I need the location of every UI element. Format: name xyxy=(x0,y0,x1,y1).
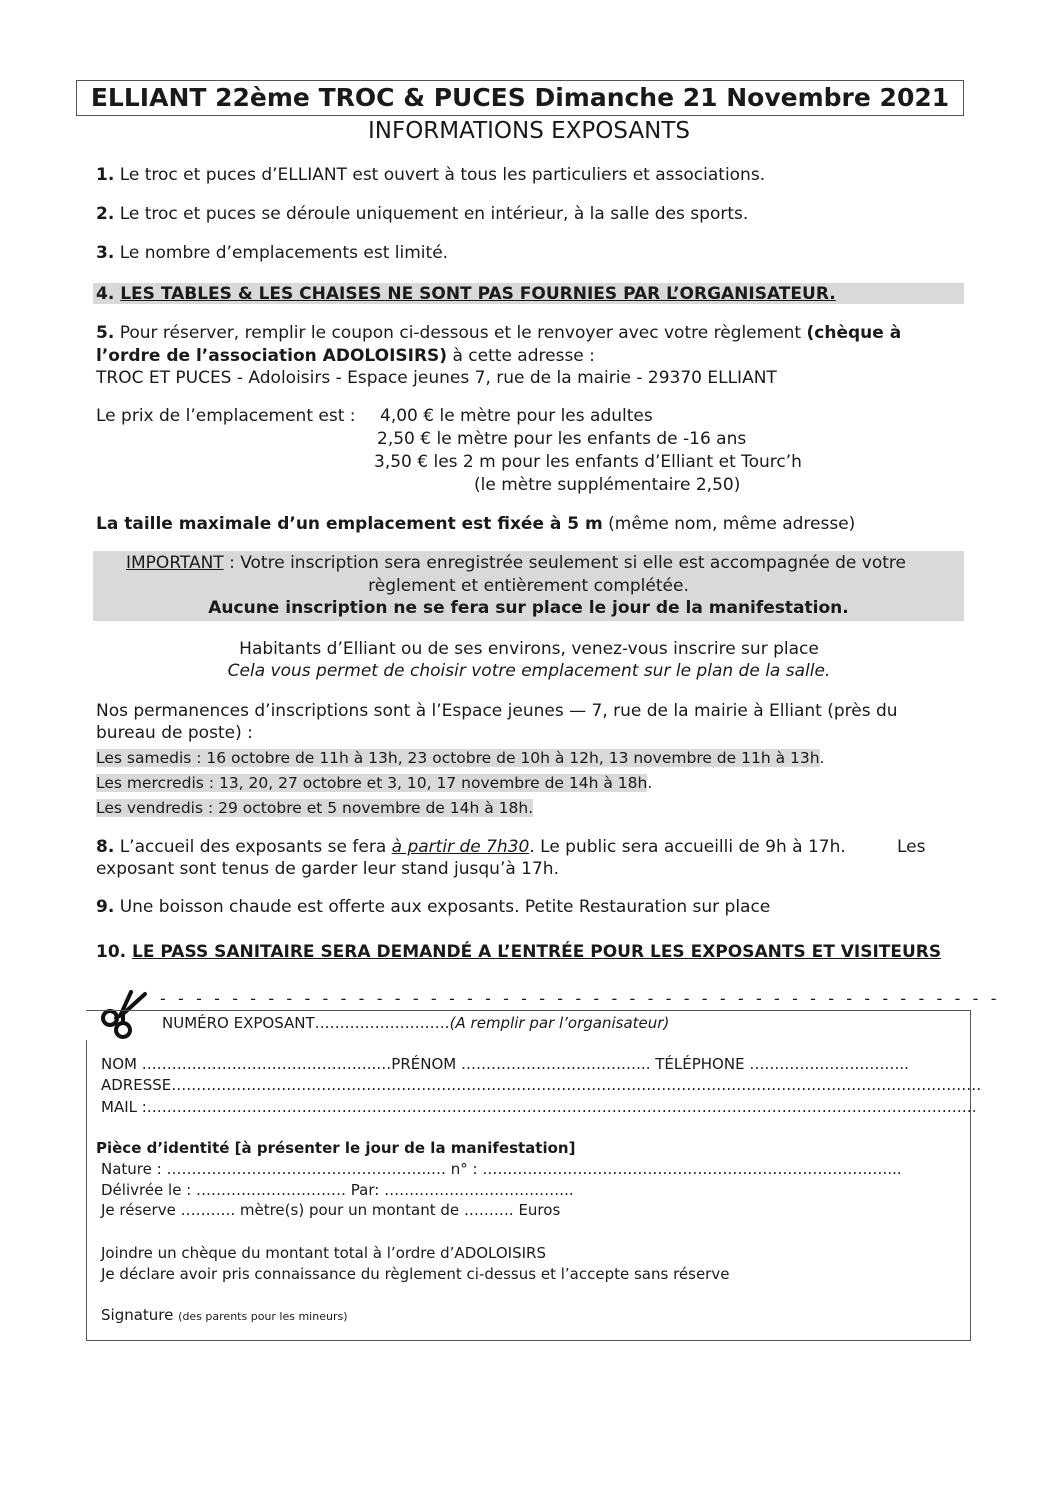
item-text-bold: (chèque à xyxy=(806,323,902,343)
schedule-mercredis: Les mercredis : 13, 20, 27 octobre et 3, 10, 17 novembre de 14h à 18h. xyxy=(96,774,653,792)
numero-note: (A remplir par l’organisateur) xyxy=(449,1014,670,1032)
item-text: LES TABLES & LES CHAISES NE SONT PAS FOURNIES PAR L’ORGANISATEUR. xyxy=(120,284,836,304)
coupon-box-edge xyxy=(86,1040,87,1341)
important-line-2: règlement et entièrement complétée. xyxy=(368,576,689,596)
piece-identite-title: Pièce d’identité [à présenter le jour de la manifestation] xyxy=(96,1139,576,1157)
price-line: (le mètre supplémentaire 2,50) xyxy=(474,475,741,495)
important-line-3: Aucune inscription ne se fera sur place le jour de la manifestation. xyxy=(208,598,849,618)
item-text: Le troc et puces d’ELLIANT est ouvert à tous les particuliers et associations. xyxy=(119,165,766,185)
declare-text: Je déclare avoir pris connaissance du règlement ci-dessus et l’accepte sans réserve xyxy=(101,1265,730,1283)
price-line: 3,50 € les 2 m pour les enfants d’Elliant et Tourc’h xyxy=(374,452,802,472)
schedule-vendredis xyxy=(96,797,533,819)
schedule-text: Les vendredis : 29 octobre et 5 novembre de 14h à 18h. xyxy=(96,799,534,817)
item-text: à cette adresse : xyxy=(452,346,595,366)
item-text: Pour réserver, remplir le coupon ci-dessous et le renvoyer avec votre règlement xyxy=(119,323,802,343)
item-number: 1. xyxy=(96,165,115,185)
numero-label: NUMÉRO EXPOSANT……………………… xyxy=(162,1014,450,1032)
item-10 xyxy=(96,941,941,963)
page-subtitle: INFORMATIONS EXPOSANTS xyxy=(367,118,691,144)
item-5-line-1 xyxy=(96,322,901,344)
item-text: Le nombre d’emplacements est limité. xyxy=(119,243,449,263)
item-9 xyxy=(96,896,770,918)
field-delivree[interactable]: Délivrée le : ………………………… Par: ……………………………….. xyxy=(101,1181,574,1199)
permanences-line-2: bureau de poste) : xyxy=(96,723,253,743)
item-2 xyxy=(96,203,748,225)
price-line: 4,00 € le mètre pour les adultes xyxy=(380,406,653,426)
item-text-bold: l’ordre de l’association ADOLOISIRS) xyxy=(96,346,448,366)
permanences-line-1: Nos permanences d’inscriptions sont à l’Espace jeunes — 7, rue de la mairie à Elliant (près du xyxy=(96,701,898,721)
item-1 xyxy=(96,164,765,186)
max-size-rest: (même nom, même adresse) xyxy=(608,514,856,534)
schedule-text: Les samedis : 16 octobre de 11h à 13h, 23 octobre de 10h à 12h, 13 novembre de 11h à 13h xyxy=(96,749,820,767)
item-8-les: Les xyxy=(897,837,926,857)
item-8-line-1 xyxy=(96,836,846,858)
item-5-line-2 xyxy=(96,345,595,367)
locals-line-1: Habitants d’Elliant ou de ses environs, venez-vous inscrire sur place xyxy=(239,639,819,659)
field-nature[interactable]: Nature : ……………………………………………..… n° : ………………………………………………………………………... xyxy=(101,1160,902,1178)
signature-note: (des parents pour les mineurs) xyxy=(178,1310,348,1323)
item-number: 9. xyxy=(96,897,115,917)
price-line: 2,50 € le mètre pour les enfants de -16 ans xyxy=(377,429,747,449)
important-text: : Votre inscription sera enregistrée seulement si elle est accompagnée de votre xyxy=(223,553,906,573)
item-text: Une boisson chaude est offerte aux exposants. Petite Restauration sur place xyxy=(119,897,771,917)
item-3 xyxy=(96,242,448,264)
joindre-text: Joindre un chèque du montant total à l’ordre d’ADOLOISIRS xyxy=(101,1244,546,1262)
item-number: 8. xyxy=(96,837,115,857)
item-number: 5. xyxy=(96,323,115,343)
item-text: L’accueil des exposants se fera xyxy=(119,837,387,857)
max-size xyxy=(96,513,855,535)
locals-line-2: Cela vous permet de choisir votre emplacement sur le plan de la salle. xyxy=(227,661,831,681)
price-label: Le prix de l’emplacement est : xyxy=(96,406,356,426)
max-size-bold: La taille maximale d’un emplacement est fixée à 5 m xyxy=(96,514,603,534)
page-title: ELLIANT 22ème TROC & PUCES Dimanche 21 Novembre 2021 xyxy=(90,83,950,112)
item-4 xyxy=(96,283,836,305)
item-8-line-2: exposant sont tenus de garder leur stand jusqu’à 17h. xyxy=(96,859,559,879)
field-mail[interactable]: MAIL :…………………………………………………………………………………………………………………………………………………. xyxy=(101,1098,977,1116)
item-number: 4. xyxy=(96,284,115,304)
signature-label: Signature xyxy=(101,1306,174,1324)
cut-line: - - - - - - - - - - - - - - - - - - - - - - - - - - - - - - - - - - - - - - - - - - - - - - - xyxy=(160,989,1001,1008)
field-nom[interactable]: NOM ………………………………………..…PRÉNOM ……………………………….. TÉLÉPHONE ………………………….. xyxy=(101,1055,909,1073)
item-number: 2. xyxy=(96,204,115,224)
important-label: IMPORTANT xyxy=(126,553,224,573)
item-text: Le troc et puces se déroule uniquement en intérieur, à la salle des sports. xyxy=(119,204,749,224)
signature xyxy=(101,1305,348,1327)
item-text: . Le public sera accueilli de 9h à 17h. xyxy=(529,837,846,857)
item-number: 3. xyxy=(96,243,115,263)
item-text: LE PASS SANITAIRE SERA DEMANDÉ A L’ENTRÉE POUR LES EXPOSANTS ET VISITEURS xyxy=(132,942,942,962)
item-number: 10. xyxy=(96,942,127,962)
field-reserve[interactable]: Je réserve ……….. mètre(s) pour un montant de ………. Euros xyxy=(101,1201,561,1219)
item-text-emphasis: à partir de 7h30 xyxy=(391,837,530,857)
numero-exposant xyxy=(162,1013,669,1033)
important-line-1 xyxy=(126,552,906,574)
schedule-samedis: Les samedis : 16 octobre de 11h à 13h, 23 octobre de 10h à 12h, 13 novembre de 11h à 13h. xyxy=(96,749,825,767)
schedule-text: Les mercredis : 13, 20, 27 octobre et 3, 10, 17 novembre de 14h à 18h xyxy=(96,774,648,792)
address: TROC ET PUCES - Adoloisirs - Espace jeunes 7, rue de la mairie - 29370 ELLIANT xyxy=(96,368,777,388)
field-adresse[interactable]: ADRESSE……………………………………………………………………………………………………………………………………………… xyxy=(101,1076,982,1094)
